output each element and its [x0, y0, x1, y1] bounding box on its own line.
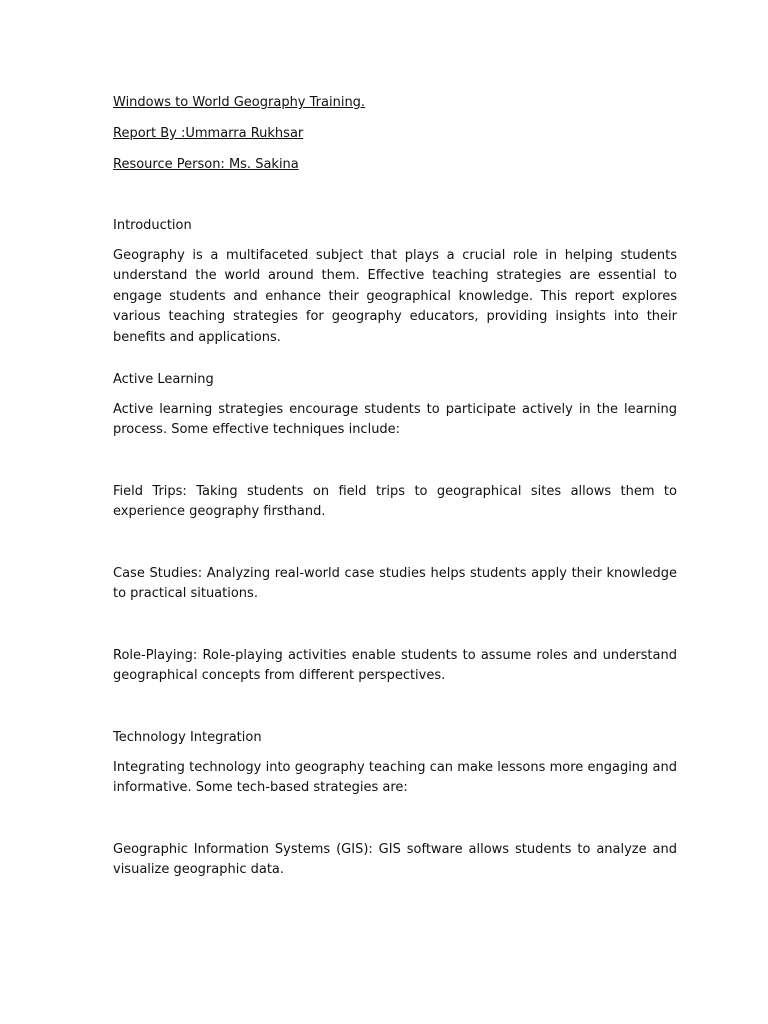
- active-learning-heading: Active Learning: [113, 372, 214, 387]
- document-title: Windows to World Geography Training.: [113, 95, 366, 110]
- introduction-paragraph: Geography is a multifaceted subject that plays a crucial role in helping students understand the world around them. Effective teaching strategies are essential to engage students and enhance their geographical knowledge. This report explores various teaching strategies for geography educators, providing insights into their benefits and applications.: [113, 248, 677, 345]
- gis-item: Geographic Information Systems (GIS): GIS software allows students to analyze and visualize geographic data.: [113, 842, 677, 878]
- resource-person: Resource Person: Ms. Sakina: [113, 157, 299, 172]
- field-trips-item: Field Trips: Taking students on field trips to geographical sites allows them to experience geography firsthand.: [113, 484, 677, 520]
- report-author: Report By :Ummarra Rukhsar: [113, 126, 304, 141]
- technology-integration-heading: Technology Integration: [113, 730, 262, 745]
- technology-integration-paragraph: Integrating technology into geography teaching can make lessons more engaging and informative. Some tech-based strategies are:: [113, 760, 677, 796]
- role-playing-item: Role-Playing: Role-playing activities enable students to assume roles and understand geographical concepts from different perspectives.: [113, 648, 677, 684]
- introduction-heading: Introduction: [113, 218, 192, 233]
- case-studies-item: Case Studies: Analyzing real-world case studies helps students apply their knowledge to practical situations.: [113, 566, 677, 602]
- active-learning-paragraph: Active learning strategies encourage students to participate actively in the learning process. Some effective techniques include:: [113, 402, 677, 438]
